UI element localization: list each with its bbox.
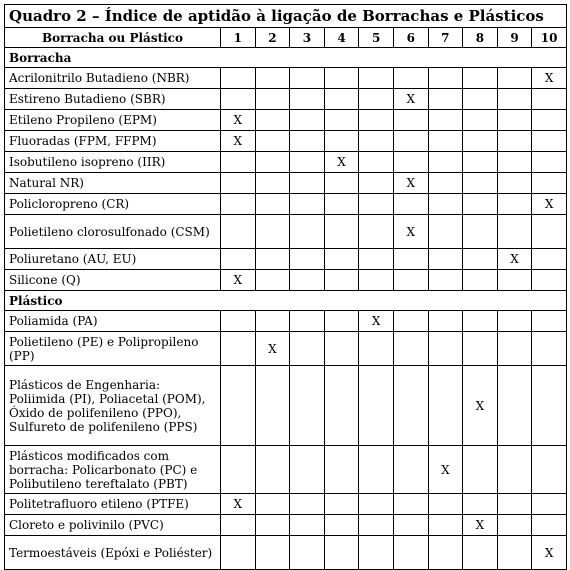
rating-cell-2 [255, 366, 290, 446]
rating-cell-4 [324, 173, 359, 194]
rating-cell-9 [497, 515, 532, 536]
rating-cell-2 [255, 131, 290, 152]
rating-mark: X [393, 173, 428, 194]
rating-cell-10 [532, 249, 567, 270]
rating-cell-3 [290, 332, 325, 366]
rating-cell-4 [324, 194, 359, 215]
rating-cell-6 [393, 332, 428, 366]
material-name: Etileno Propileno (EPM) [5, 110, 221, 131]
rating-cell-6 [393, 68, 428, 89]
material-name: Acrilonitrilo Butadieno (NBR) [5, 68, 221, 89]
rating-cell-2 [255, 515, 290, 536]
rating-cell-7 [428, 110, 463, 131]
rating-cell-3 [290, 89, 325, 110]
rating-cell-10 [532, 89, 567, 110]
rating-cell-9 [497, 110, 532, 131]
rating-cell-8 [463, 536, 498, 570]
rating-cell-9 [497, 173, 532, 194]
section-row [5, 48, 567, 68]
rating-cell-1 [221, 311, 256, 332]
header-first: Borracha ou Plástico [5, 28, 221, 48]
rating-mark: X [393, 89, 428, 110]
rating-cell-2 [255, 110, 290, 131]
rating-cell-6 [393, 194, 428, 215]
rating-cell-6 [393, 131, 428, 152]
rating-cell-2 [255, 215, 290, 249]
rating-cell-7 [428, 311, 463, 332]
rating-cell-2 [255, 494, 290, 515]
material-name: Polietileno clorosulfonado (CSM) [5, 215, 221, 249]
header-col-8: 8 [463, 28, 498, 48]
rating-cell-9 [497, 89, 532, 110]
rating-cell-5 [359, 173, 394, 194]
rating-cell-3 [290, 68, 325, 89]
section-row [5, 291, 567, 311]
table-row [5, 311, 567, 332]
rating-mark: X [463, 515, 498, 536]
rating-cell-1 [221, 332, 256, 366]
rating-cell-4 [324, 446, 359, 494]
rating-mark: X [532, 536, 567, 570]
rating-cell-8 [463, 68, 498, 89]
rating-mark: X [221, 110, 256, 131]
rating-cell-8 [463, 446, 498, 494]
rating-mark: X [221, 270, 256, 291]
material-name: Isobutileno isopreno (IIR) [5, 152, 221, 173]
rating-cell-6 [393, 494, 428, 515]
table-row [5, 152, 567, 173]
rating-cell-3 [290, 173, 325, 194]
rating-cell-1 [221, 446, 256, 494]
header-col-1: 1 [221, 28, 256, 48]
rating-cell-10 [532, 270, 567, 291]
rating-cell-1 [221, 173, 256, 194]
rating-cell-2 [255, 536, 290, 570]
rating-cell-2 [255, 173, 290, 194]
table-row [5, 215, 567, 249]
header-col-2: 2 [255, 28, 290, 48]
table-row [5, 515, 567, 536]
rating-cell-8 [463, 131, 498, 152]
rating-cell-9 [497, 194, 532, 215]
rating-cell-8 [463, 173, 498, 194]
rating-cell-2 [255, 270, 290, 291]
rating-cell-10 [532, 152, 567, 173]
rating-cell-2 [255, 152, 290, 173]
rating-cell-7 [428, 515, 463, 536]
rating-cell-2 [255, 249, 290, 270]
rating-cell-6 [393, 110, 428, 131]
rating-mark: X [428, 446, 463, 494]
rating-cell-3 [290, 536, 325, 570]
rating-cell-8 [463, 215, 498, 249]
section-title: Borracha [5, 48, 567, 68]
rating-cell-5 [359, 515, 394, 536]
table-body [5, 48, 567, 570]
material-name: Termoestáveis (Epóxi e Poliéster) [5, 536, 221, 570]
rating-cell-5 [359, 249, 394, 270]
material-name: Natural NR) [5, 173, 221, 194]
rating-cell-1 [221, 249, 256, 270]
aptitude-table [4, 4, 567, 570]
table-row [5, 366, 567, 446]
rating-cell-6 [393, 366, 428, 446]
table-row [5, 494, 567, 515]
rating-cell-4 [324, 515, 359, 536]
rating-cell-7 [428, 215, 463, 249]
rating-cell-10 [532, 515, 567, 536]
table-title: Quadro 2 – Índice de aptidão à ligação de Borrachas e Plásticos [4, 4, 567, 27]
table-row [5, 131, 567, 152]
rating-cell-9 [497, 494, 532, 515]
header-col-10: 10 [532, 28, 567, 48]
rating-cell-7 [428, 152, 463, 173]
rating-cell-3 [290, 446, 325, 494]
table-row [5, 68, 567, 89]
rating-cell-3 [290, 311, 325, 332]
rating-cell-10 [532, 173, 567, 194]
header-col-7: 7 [428, 28, 463, 48]
rating-mark: X [359, 311, 394, 332]
rating-cell-8 [463, 249, 498, 270]
rating-cell-3 [290, 110, 325, 131]
rating-cell-4 [324, 249, 359, 270]
rating-mark: X [497, 249, 532, 270]
rating-cell-1 [221, 152, 256, 173]
table-row [5, 89, 567, 110]
material-name: Politetrafluoro etileno (PTFE) [5, 494, 221, 515]
material-name: Plásticos de Engenharia: Poliimida (PI), Poliacetal (POM), Óxido de polifenileno (PPO), Sulfureto de polifenileno (PPS) [5, 366, 221, 446]
rating-cell-3 [290, 366, 325, 446]
rating-cell-4 [324, 270, 359, 291]
rating-cell-8 [463, 494, 498, 515]
rating-mark: X [393, 215, 428, 249]
rating-cell-5 [359, 536, 394, 570]
material-name: Polietileno (PE) e Polipropileno (PP) [5, 332, 221, 366]
rating-cell-6 [393, 446, 428, 494]
table-row [5, 110, 567, 131]
rating-cell-2 [255, 89, 290, 110]
rating-cell-3 [290, 194, 325, 215]
rating-cell-1 [221, 215, 256, 249]
rating-cell-4 [324, 89, 359, 110]
rating-cell-5 [359, 89, 394, 110]
rating-cell-9 [497, 446, 532, 494]
rating-cell-7 [428, 173, 463, 194]
rating-cell-5 [359, 215, 394, 249]
rating-cell-5 [359, 366, 394, 446]
rating-cell-3 [290, 270, 325, 291]
material-name: Estireno Butadieno (SBR) [5, 89, 221, 110]
header-row [5, 28, 567, 48]
header-col-6: 6 [393, 28, 428, 48]
rating-cell-6 [393, 515, 428, 536]
rating-cell-9 [497, 332, 532, 366]
rating-cell-5 [359, 152, 394, 173]
rating-mark: X [221, 131, 256, 152]
material-name: Silicone (Q) [5, 270, 221, 291]
rating-cell-2 [255, 68, 290, 89]
rating-cell-3 [290, 215, 325, 249]
rating-cell-6 [393, 536, 428, 570]
rating-cell-10 [532, 215, 567, 249]
rating-cell-7 [428, 131, 463, 152]
rating-cell-7 [428, 332, 463, 366]
header-col-5: 5 [359, 28, 394, 48]
rating-cell-8 [463, 152, 498, 173]
rating-cell-9 [497, 311, 532, 332]
rating-cell-5 [359, 194, 394, 215]
rating-cell-3 [290, 249, 325, 270]
material-name: Plásticos modificados com borracha: Policarbonato (PC) e Polibutileno tereftalato (PBT) [5, 446, 221, 494]
material-name: Poliamida (PA) [5, 311, 221, 332]
rating-cell-8 [463, 311, 498, 332]
rating-cell-3 [290, 515, 325, 536]
rating-mark: X [463, 366, 498, 446]
rating-cell-10 [532, 366, 567, 446]
rating-cell-7 [428, 249, 463, 270]
rating-cell-10 [532, 110, 567, 131]
rating-cell-10 [532, 494, 567, 515]
rating-cell-7 [428, 68, 463, 89]
rating-cell-10 [532, 131, 567, 152]
table-row [5, 332, 567, 366]
rating-cell-4 [324, 110, 359, 131]
rating-cell-1 [221, 536, 256, 570]
rating-cell-1 [221, 194, 256, 215]
rating-mark: X [532, 194, 567, 215]
table-row [5, 194, 567, 215]
rating-cell-9 [497, 131, 532, 152]
rating-cell-10 [532, 311, 567, 332]
rating-cell-9 [497, 366, 532, 446]
rating-cell-4 [324, 366, 359, 446]
section-title: Plástico [5, 291, 567, 311]
rating-cell-7 [428, 536, 463, 570]
rating-cell-9 [497, 270, 532, 291]
rating-cell-4 [324, 215, 359, 249]
table-row [5, 446, 567, 494]
rating-cell-2 [255, 446, 290, 494]
rating-cell-7 [428, 494, 463, 515]
rating-cell-8 [463, 89, 498, 110]
rating-cell-3 [290, 152, 325, 173]
header-col-4: 4 [324, 28, 359, 48]
rating-cell-6 [393, 270, 428, 291]
rating-cell-9 [497, 215, 532, 249]
table-row [5, 536, 567, 570]
rating-cell-2 [255, 311, 290, 332]
material-name: Policloropreno (CR) [5, 194, 221, 215]
rating-cell-7 [428, 89, 463, 110]
rating-cell-8 [463, 194, 498, 215]
rating-mark: X [221, 494, 256, 515]
rating-cell-10 [532, 332, 567, 366]
rating-cell-3 [290, 494, 325, 515]
rating-cell-8 [463, 110, 498, 131]
rating-cell-1 [221, 515, 256, 536]
rating-cell-7 [428, 366, 463, 446]
rating-mark: X [255, 332, 290, 366]
rating-cell-9 [497, 536, 532, 570]
rating-cell-9 [497, 68, 532, 89]
rating-cell-7 [428, 194, 463, 215]
rating-cell-3 [290, 131, 325, 152]
rating-cell-4 [324, 494, 359, 515]
header-col-9: 9 [497, 28, 532, 48]
rating-cell-6 [393, 249, 428, 270]
table-row [5, 173, 567, 194]
rating-cell-4 [324, 68, 359, 89]
material-name: Cloreto e polivinilo (PVC) [5, 515, 221, 536]
rating-cell-5 [359, 332, 394, 366]
rating-mark: X [532, 68, 567, 89]
rating-cell-6 [393, 152, 428, 173]
rating-cell-7 [428, 270, 463, 291]
rating-cell-1 [221, 68, 256, 89]
table-row [5, 270, 567, 291]
rating-cell-6 [393, 311, 428, 332]
rating-cell-4 [324, 131, 359, 152]
table-row [5, 249, 567, 270]
rating-cell-1 [221, 366, 256, 446]
rating-cell-4 [324, 332, 359, 366]
rating-cell-5 [359, 270, 394, 291]
header-col-3: 3 [290, 28, 325, 48]
rating-cell-5 [359, 131, 394, 152]
rating-cell-5 [359, 110, 394, 131]
material-name: Poliuretano (AU, EU) [5, 249, 221, 270]
material-name: Fluoradas (FPM, FFPM) [5, 131, 221, 152]
rating-cell-10 [532, 446, 567, 494]
document [4, 4, 566, 570]
rating-cell-5 [359, 494, 394, 515]
rating-cell-8 [463, 332, 498, 366]
rating-cell-9 [497, 152, 532, 173]
rating-mark: X [324, 152, 359, 173]
rating-cell-5 [359, 68, 394, 89]
rating-cell-4 [324, 311, 359, 332]
rating-cell-1 [221, 89, 256, 110]
rating-cell-8 [463, 270, 498, 291]
rating-cell-2 [255, 194, 290, 215]
rating-cell-4 [324, 536, 359, 570]
rating-cell-5 [359, 446, 394, 494]
